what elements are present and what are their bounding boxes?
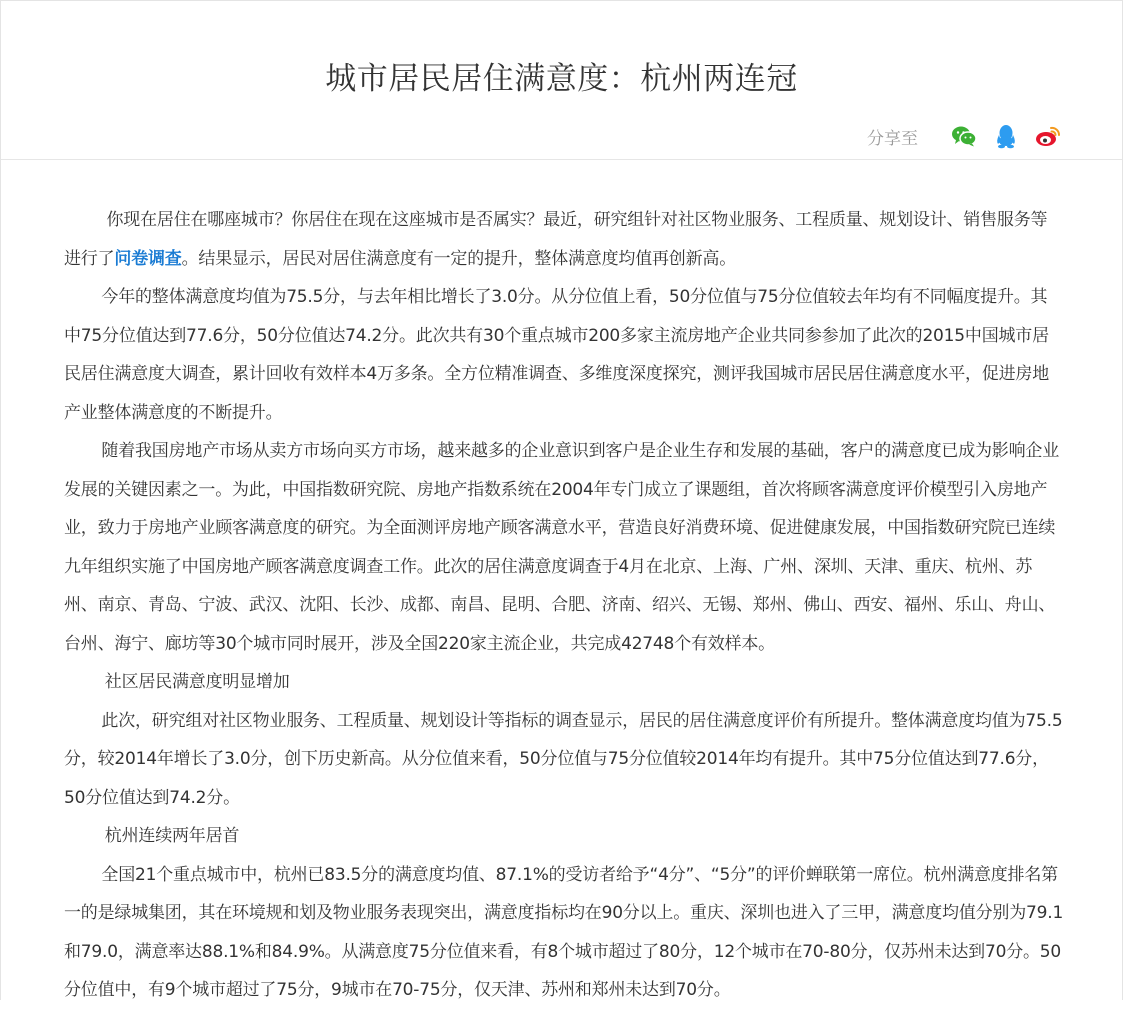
- survey-link[interactable]: 问卷调查: [114, 248, 182, 269]
- paragraph-background: 随着我国房地产市场从卖方市场向买方市场，越来越多的企业意识到客户是企业生存和发展的基础，客户的满意度已成为影响企业发展的关键因素之一。为此，中国指数研究院、房地产指数系统在2004年专门成立了课题组，首次将顾客满意度评价模型引入房地产业，致力于房地产业顾客满意度的研究。为全面测评房地产顾客满意水平，营造良好消费环境、促进健康发展，中国指数研究院已连续九年组织实施了中国房地产顾客满意度调查工作。此次的居住满意度调查于4月在北京、上海、广州、深圳、天津、重庆、杭州、苏州、南京、青岛、宁波、武汉、沈阳、长沙、成都、南昌、昆明、合肥、济南、绍兴、无锡、郑州、佛山、西安、福州、乐山、舟山、台州、海宁、廊坊等30个城市同时展开，涉及全国220家主流企业，共完成42748个有效样本。: [64, 441, 1059, 654]
- share-bar: [867, 122, 1062, 150]
- subheading-hangzhou: 杭州连续两年居首: [104, 826, 240, 846]
- share-label: 分享至: [867, 128, 918, 149]
- paragraph-intro: [64, 201, 1064, 278]
- qq-icon[interactable]: [992, 122, 1020, 150]
- paragraph-intro-end: 。结果显示，居民对居住满意度有一定的提升，整体满意度均值再创新高。: [181, 248, 737, 269]
- subheading-community: 社区居民满意度明显增加: [104, 672, 290, 692]
- paragraph-hangzhou: 全国21个重点城市中，杭州已83.5分的满意度均值、87.1%的受访者给予“4分”、“5分”的评价蝉联第一席位。杭州满意度排名第一的是绿城集团，其在环境规和划及物业服务表现突出，满意度指标均在90分以上。重庆、深圳也进入了三甲，满意度均值分别为79.1和79.0，满意率达88.1%和84.9%。从满意度75分位值来看，有8个城市超过了80分，12个城市在70-80分，仅苏州未达到70分。50分位值中，有9个城市超过了75分，9城市在70-75分，仅天津、苏州和郑州未达到70分。: [64, 864, 1064, 1000]
- article-body: [64, 201, 1064, 1010]
- weibo-icon[interactable]: [1034, 122, 1062, 150]
- paragraph-community: 此次，研究组对社区物业服务、工程质量、规划设计等指标的调查显示，居民的居住满意度评价有所提升。整体满意度均值为75.5分，较2014年增长了3.0分，创下历史新高。从分位值来看，50分位值与75分位值较2014年均有提升。其中75分位值达到77.6分，50分位值达到74.2分。: [64, 710, 1063, 808]
- article-title: 城市居民居住满意度：杭州两连冠: [325, 61, 798, 97]
- article-header: [1, 1, 1122, 160]
- paragraph-intro-text: 你现在居住在哪座城市？你居住在现在这座城市是否属实？最近，研究组针对社区物业服务、工程质量、规划设计、销售服务等进行了: [64, 210, 1048, 269]
- paragraph-overall-score: 今年的整体满意度均值为75.5分，与去年相比增长了3.0分。从分位值上看，50分位值与75分位值较去年均有不同幅度提升。其中75分位值达到77.6分，50分位值达74.2分。此次共有30个重点城市200多家主流房地产企业共同参参加了此次的2015中国城市居民居住满意度大调查，累计回收有效样本4万多条。全方位精准调查、多维度深度探究，测评我国城市居民居住满意度水平，促进房地产业整体满意度的不断提升。: [64, 287, 1050, 423]
- wechat-icon[interactable]: [950, 122, 978, 150]
